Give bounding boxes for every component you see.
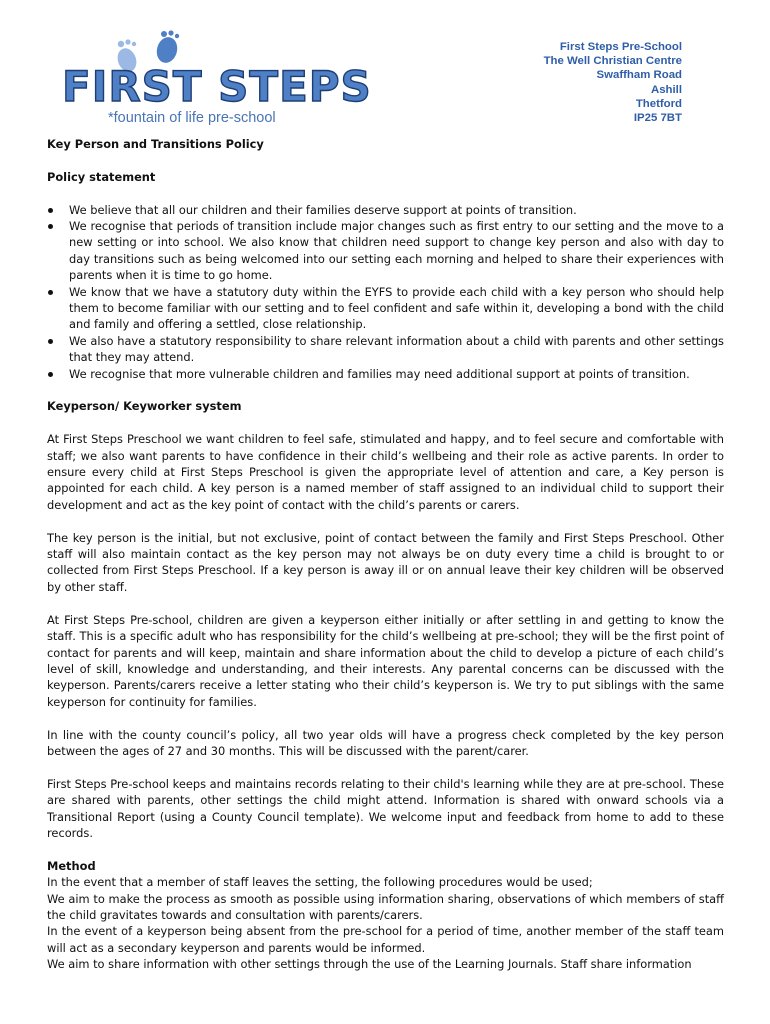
method-heading: Method xyxy=(47,858,96,873)
address-line: First Steps Pre-School xyxy=(559,41,682,53)
address-line: The Well Christian Centre xyxy=(543,55,682,68)
paragraph: In line with the county council’s policy, all two year olds will have a progress check completed by the key person between the ages of 27 and 30 months. This will be discussed with the parent/carer. xyxy=(47,727,724,758)
logo-tagline: *fountain of life pre-school xyxy=(108,110,276,126)
address-line: Thetford xyxy=(635,97,682,110)
document-title: Key Person and Transitions Policy xyxy=(47,137,264,151)
method-line: We aim to share information with other settings through the use of the Learning Journals. Staff share information xyxy=(47,957,692,972)
logo-wordmark: FIRST STEPS xyxy=(62,62,372,111)
paragraph: The key person is the initial, but not exclusive, point of contact between the family and First Steps Preschool. Other staff will also maintain contact as the key person may not always be on duty every time a child is brought to or collected from First Steps Preschool. If a key person is away ill or on annual leave their key children will be observed by other staff. xyxy=(47,530,724,594)
policy-bullet-list xyxy=(47,202,724,382)
paragraph: At First Steps Pre-school, children are given a keyperson either initially or after settling in and getting to know the staff. This is a specific adult who has responsibility for the child’s wellbeing at pre-school; they will be the first point of contact for parents and will keep, maintain and share information about the child to develop a picture of each child’s level of skill, knowledge and understanding, and their interests. Any parental concerns can be discussed with the keyperson. Parents/carers receive a letter stating who their child’s keyperson is. We try to put siblings with the same keyperson for continuity for families. xyxy=(47,612,724,709)
list-item: We believe that all our children and their families deserve support at points of transition. xyxy=(47,202,724,218)
method-line: In the event of a keyperson being absent from the pre-school for a period of time, another member of the staff team will act as a secondary keyperson and parents would be informed. xyxy=(47,924,724,955)
address-block xyxy=(544,40,682,125)
method-line: We aim to make the process as smooth as possible using information sharing, observations of which members of staff the child gravitates towards and consultation with parents/carers. xyxy=(47,891,724,922)
paragraph: First Steps Pre-school keeps and maintains records relating to their child's learning while they are at pre-school. These are shared with parents, other settings the child might attend. Information is shared with onward schools via a Transitional Report (using a County Council template). We welcome input and feedback from home to add to these records. xyxy=(47,776,724,840)
address-line: Ashill xyxy=(650,83,682,96)
method-line: In the event that a member of staff leaves the setting, the following procedures would be used; xyxy=(47,875,593,890)
paragraph: At First Steps Preschool we want children to feel safe, stimulated and happy, and to feel secure and comfortable with staff; we also want parents to have confidence in their child’s wellbeing and their role as active parents. In order to ensure every child at First Steps Preschool is given the appropriate level of attention and care, a Key person is appointed for each child. A key person is a named member of staff assigned to an individual child to support their development and act as the key point of contact with the child’s parents or carers. xyxy=(47,432,724,512)
document-body xyxy=(47,136,724,973)
list-item: We know that we have a statutory duty within the EYFS to provide each child with a key person who should help them to become familiar with our setting and to feel confident and safe within it, developing a bond with the child and family and offering a settled, close relationship. xyxy=(47,284,724,333)
address-line: Swaffham Road xyxy=(596,69,682,82)
list-item: We recognise that more vulnerable children and families may need additional support at points of transition. xyxy=(47,366,724,382)
list-item: We also have a statutory responsibility to share relevant information about a child with parents and other settings that they may attend. xyxy=(47,333,724,366)
policy-statement-heading: Policy statement xyxy=(47,169,156,184)
keyperson-heading: Keyperson/ Keyworker system xyxy=(47,399,242,414)
address-line: IP25 7BT xyxy=(633,112,682,125)
list-item: We recognise that periods of transition include major changes such as first entry to our setting and the move to a new setting or into school. We also know that children need support to change key person and also with day to day transitions such as being welcomed into our setting each morning and helped to share their experiences with parents when it is time to go home. xyxy=(47,218,724,284)
first-steps-logo xyxy=(62,30,372,126)
